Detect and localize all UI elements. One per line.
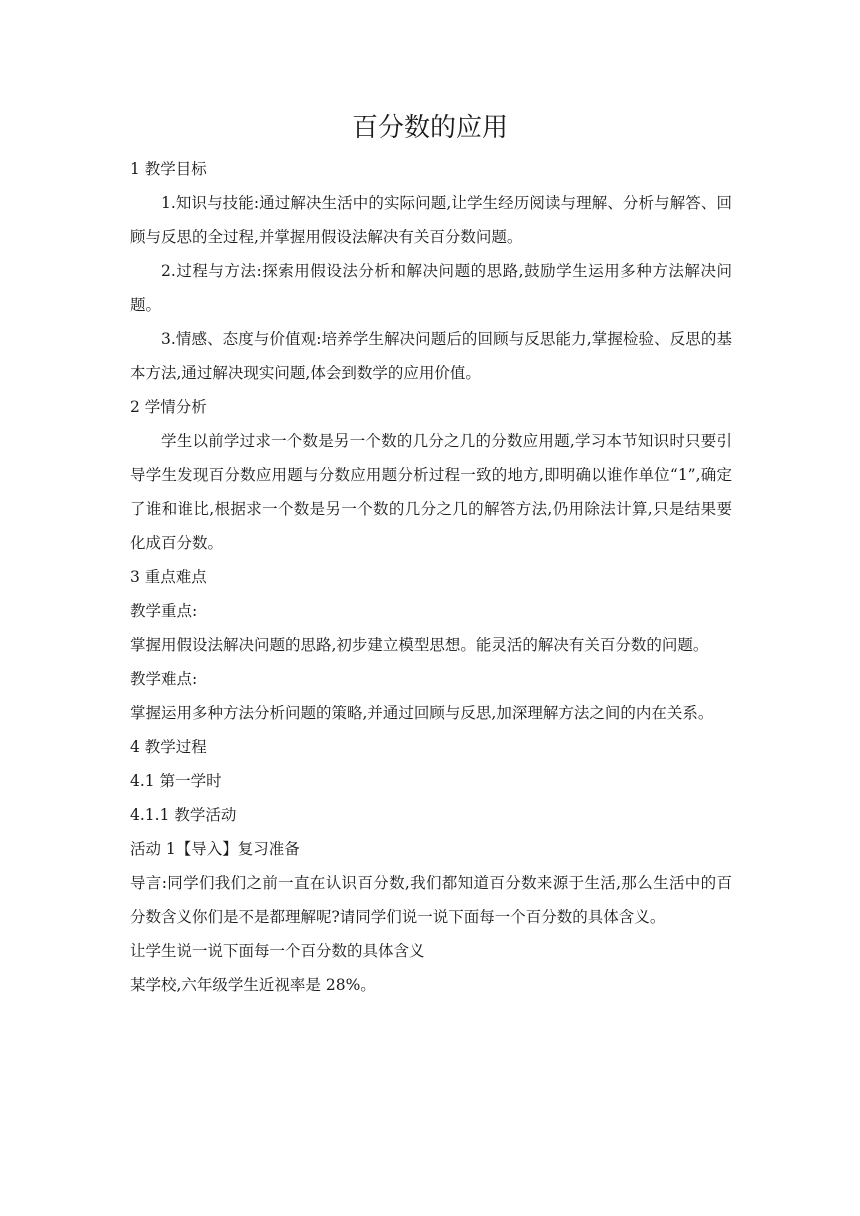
paragraph: 学生以前学过求一个数是另一个数的几分之几的分数应用题,学习本节知识时只要引导学生发现百分数应用题与分数应用题分析过程一致的地方,即明确以谁作单位“1”,确定了谁和谁比,根据求一个数是另一个数的几分之几的解答方法,仍用除法计算,只是结果要化成百分数。	[130, 432, 732, 552]
paragraph: 1.知识与技能:通过解决生活中的实际问题,让学生经历阅读与理解、分析与解答、回顾与反思的全过程,并掌握用假设法解决有关百分数问题。	[130, 194, 732, 246]
document-title: 百分数的应用	[351, 113, 508, 143]
paragraph: 4 教学过程	[130, 738, 207, 756]
paragraph: 某学校,六年级学生近视率是 28%。	[130, 976, 376, 994]
paragraph: 3 重点难点	[130, 568, 207, 586]
paragraph: 导言:同学们我们之前一直在认识百分数,我们都知道百分数来源于生活,那么生活中的百分数含义你们是不是都理解呢?请同学们说一说下面每一个百分数的具体含义。	[130, 874, 732, 926]
paragraph: 掌握用假设法解决问题的思路,初步建立模型思想。能灵活的解决有关百分数的问题。	[130, 636, 709, 654]
paragraph: 教学难点:	[130, 670, 198, 688]
paragraph: 3.情感、态度与价值观:培养学生解决问题后的回顾与反思能力,掌握检验、反思的基本方法,通过解决现实问题,体会到数学的应用价值。	[130, 330, 732, 382]
paragraph: 让学生说一说下面每一个百分数的具体含义	[130, 942, 425, 960]
paragraph: 4.1.1 教学活动	[130, 806, 237, 824]
paragraph: 4.1 第一学时	[130, 772, 222, 790]
paragraph: 掌握运用多种方法分析问题的策略,并通过回顾与反思,加深理解方法之间的内在关系。	[130, 704, 714, 722]
paragraph: 活动 1【导入】复习准备	[130, 840, 300, 858]
paragraph: 教学重点:	[130, 602, 198, 620]
document-body	[130, 152, 732, 1002]
paragraph: 1 教学目标	[130, 160, 207, 178]
paragraph: 2 学情分析	[130, 398, 207, 416]
paragraph: 2.过程与方法:探索用假设法分析和解决问题的思路,鼓励学生运用多种方法解决问题。	[130, 262, 732, 314]
